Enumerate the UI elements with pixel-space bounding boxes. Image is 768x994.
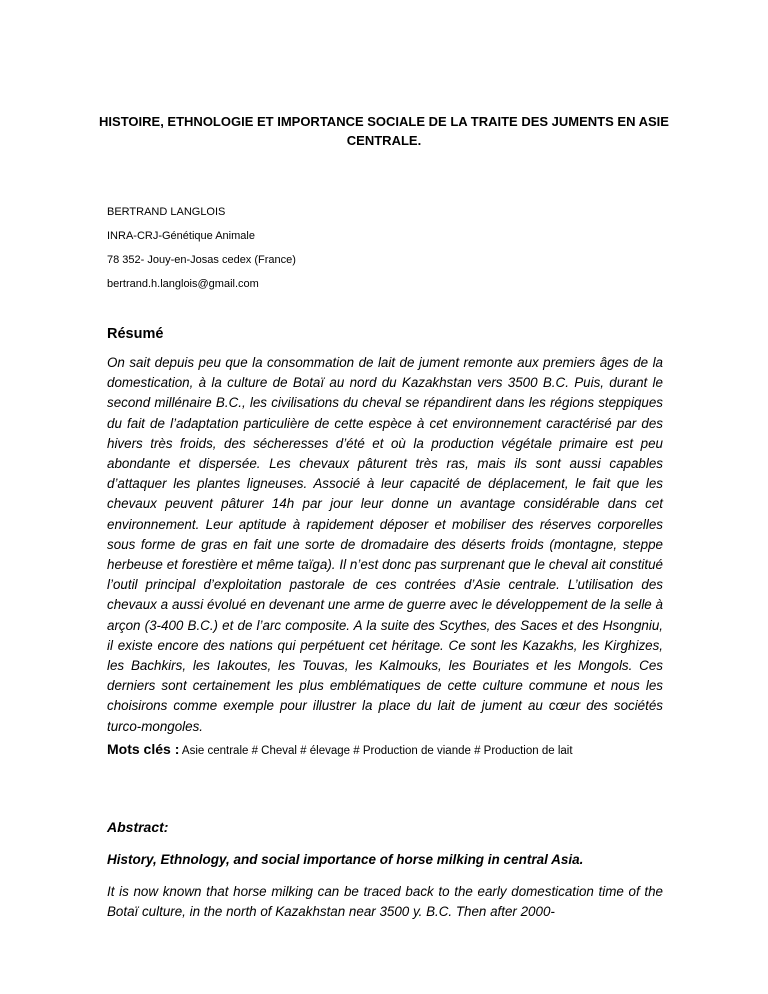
abstract-heading: Abstract: — [107, 819, 169, 835]
paper-title: HISTOIRE, ETHNOLOGIE ET IMPORTANCE SOCIALE DE LA TRAITE DES JUMENTS EN ASIE CENTRALE. — [99, 114, 669, 148]
abstract-paragraph: It is now known that horse milking can be traced back to the early domestication time of the Botaï culture, in the north of Kazakhstan near 3500 y. B.C. Then after 2000- — [107, 884, 663, 920]
resume-heading: Résumé — [107, 326, 164, 342]
resume-paragraph: On sait depuis peu que la consommation de lait de jument remonte aux premiers âges de la domestication, à la culture de Botaï au nord du Kazakhstan vers 3500 B.C. Puis, durant le second millénaire B.C., les civilisations du cheval se répandirent dans les régions steppiques du fait de l’adaptation particulière de cette espèce à cet environnement caractérisé par des hivers très froids, des sécheresses d’été et où la production végétale primaire est peu abondante et dispersée. Les chevaux pâturent très ras, mais ils sont aussi capables d’attaquer les plantes ligneuses. Associé à leur capacité de déplacement, le fait que les chevaux peuvent pâturer 14h par jour leur donne un avantage considérable dans cet environnement. Leur aptitude à rapidement déposer et mobiliser des réserves corporelles sous forme de gras en fait une sorte de dromadaire des déserts froids (montagne, steppe herbeuse et forestière et même taïga). Il n’est donc pas surprenant que le cheval ait constitué l’outil principal d’exploitation pastorale de ces contrées d’Asie centrale. L’utilisation des chevaux a aussi évolué en devenant une arme de guerre avec le développement de la selle à arçon (3-400 B.C.) et de l’arc composite. A la suite des Scythes, des Saces et des Hsongniu, il existe encore des nations qui perpétuent cet héritage. Ce sont les Kazakhs, les Kirghizes, les Bachkirs, les Iakoutes, les Touvas, les Kalmouks, les Bouriates et les Mongols. Ces derniers sont certainement les plus emblématiques de cette culture commune et nous les choisirons comme exemple pour illustrer la place du lait de jument au cœur des sociétés turco-mongoles. — [107, 355, 663, 734]
author-address: 78 352- Jouy-en-Josas cedex (France) — [107, 254, 296, 266]
keywords-label: Mots clés : — [107, 741, 180, 757]
author-affiliation: INRA-CRJ-Génétique Animale — [107, 230, 255, 242]
author-name: BERTRAND LANGLOIS — [107, 206, 226, 218]
keywords-line — [107, 741, 707, 757]
author-email: bertrand.h.langlois@gmail.com — [107, 278, 259, 290]
keywords-text: Asie centrale # Cheval # élevage # Production de viande # Production de lait — [181, 745, 573, 757]
abstract-title: History, Ethnology, and social importance of horse milking in central Asia. — [107, 852, 584, 867]
